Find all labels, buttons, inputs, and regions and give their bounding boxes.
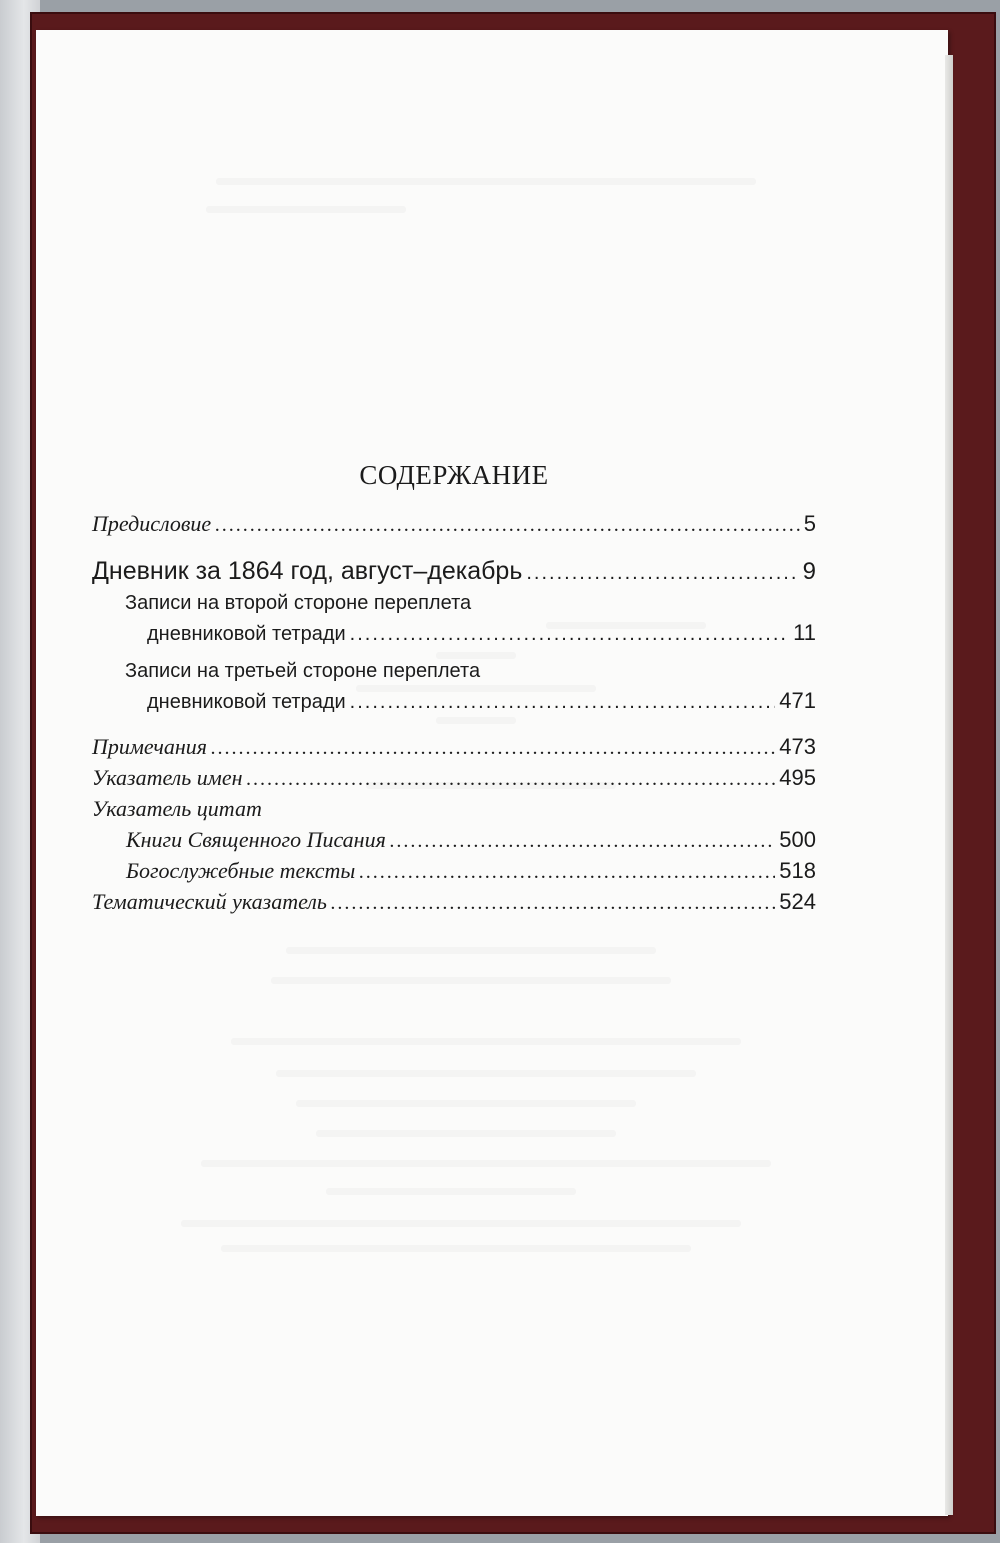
dot-leader — [390, 830, 775, 853]
toc-entry-label: Дневник за 1864 год, август–декабрь — [92, 557, 523, 585]
toc-entry-notes — [92, 734, 816, 760]
table-of-contents — [92, 460, 816, 915]
toc-entry-label: Указатель имен — [92, 765, 243, 790]
toc-entry-preface — [92, 511, 816, 537]
dot-leader — [359, 861, 775, 884]
dot-leader — [350, 623, 789, 646]
dot-leader — [350, 691, 776, 714]
toc-entry-second-cover-line1: Записи на второй стороне переплета — [125, 592, 472, 614]
toc-entry-scripture — [92, 827, 816, 853]
toc-entry-page: 518 — [779, 858, 816, 883]
toc-entry-third-cover-line1: Записи на третьей стороне переплета — [125, 660, 481, 682]
toc-entry-label: Примечания — [92, 734, 208, 759]
page-edge — [945, 55, 953, 1515]
toc-entry-page: 5 — [803, 511, 816, 536]
toc-entry-quotes-index: Указатель цитат — [92, 796, 262, 821]
toc-entry-page: 495 — [779, 765, 816, 790]
toc-title: СОДЕРЖАНИЕ — [359, 460, 549, 490]
toc-entry-page: 471 — [779, 688, 816, 713]
dot-leader — [247, 768, 776, 791]
toc-entry-names-index — [92, 765, 816, 791]
toc-entry-page: 524 — [779, 889, 816, 914]
toc-entry-second-cover — [125, 620, 816, 646]
toc-entry-third-cover — [125, 688, 816, 714]
toc-entry-label: Богослужебные тексты — [126, 858, 356, 883]
toc-entry-thematic-index — [92, 889, 816, 915]
toc-entry-label: Тематический указатель — [92, 889, 327, 914]
toc-entry-label: Книги Священного Писания — [126, 827, 386, 852]
toc-entry-page: 473 — [779, 734, 816, 759]
dot-leader — [215, 514, 800, 537]
toc-entry-label: дневниковой тетради — [147, 691, 346, 713]
dot-leader — [331, 892, 775, 915]
toc-entry-page: 500 — [779, 827, 816, 852]
dot-leader — [526, 562, 798, 585]
toc-entry-page: 11 — [793, 620, 816, 645]
toc-entry-page: 9 — [802, 558, 816, 585]
toc-entry-label: Предисловие — [92, 511, 212, 536]
toc-entry-label: дневниковой тетради — [147, 623, 346, 645]
toc-entry-liturgical — [92, 858, 816, 884]
dot-leader — [211, 737, 775, 760]
toc-entry-diary — [92, 557, 816, 586]
